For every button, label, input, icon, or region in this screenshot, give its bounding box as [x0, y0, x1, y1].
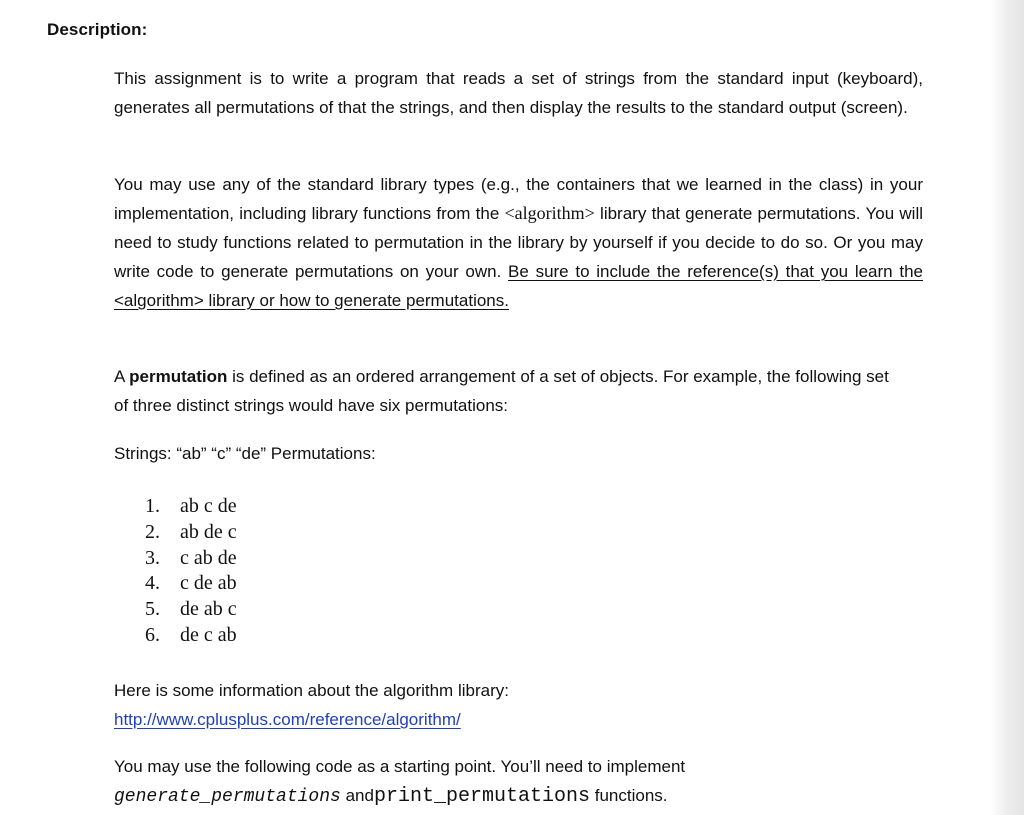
print-permutations-function: print_permutations	[373, 785, 590, 808]
permutation-item	[145, 520, 237, 546]
intro-paragraph: This assignment is to write a program that reads a set of strings from the standard input (keyboard), generates all permutations of that the strings, and then display the results to the standard output (screen).	[114, 69, 923, 117]
permutation-text: ab de c	[180, 520, 237, 543]
permutation-number: 1.	[145, 495, 160, 517]
and-text: and	[345, 786, 374, 805]
definition-text-b: is defined as an ordered arrangement of a set of objects. For example, the following set of three distinct strings would have six permutations:	[114, 367, 889, 415]
permutation-definition-paragraph	[114, 362, 904, 420]
strings-example-line: Strings: “ab” “c” “de” Permutations:	[114, 444, 376, 463]
algorithm-info-line: Here is some information about the algorithm library:	[114, 681, 509, 700]
definition-text-a: A	[114, 367, 130, 386]
page-edge-shadow	[990, 0, 1024, 815]
permutation-text: c ab de	[180, 546, 237, 569]
permutation-term: permutation	[129, 367, 228, 386]
starter-code-line: You may use the following code as a starting point. You’ll need to implement	[114, 757, 686, 776]
library-paragraph-text-b: library that generate permutations. You will need to study functions related to permutation in the library by yourself if you decide to do so. Or you may write code to generate permutations on your own.	[114, 204, 923, 281]
permutation-item	[145, 571, 237, 597]
library-paragraph	[114, 170, 923, 315]
section-heading: Description:	[47, 20, 148, 39]
permutation-text: ab c de	[180, 495, 237, 517]
algorithm-term: <algorithm>	[504, 203, 595, 223]
permutation-number: 3.	[145, 546, 160, 569]
functions-line	[114, 781, 923, 812]
permutation-item	[145, 546, 237, 572]
permutation-item	[145, 623, 237, 649]
permutation-number: 4.	[145, 572, 160, 595]
permutation-text: c de ab	[180, 572, 237, 595]
permutation-number: 6.	[145, 623, 160, 646]
permutation-item	[145, 597, 237, 623]
reference-note: Be sure to include the reference(s) that you learn the <algorithm> library or how to generate permutations.	[114, 262, 923, 310]
algorithm-reference-link[interactable]: http://www.cplusplus.com/reference/algorithm/	[114, 710, 461, 729]
library-paragraph-text-a: You may use any of the standard library types (e.g., the containers that we learned in the class) in your implementation, including library functions from the	[114, 175, 923, 223]
permutation-text: de ab c	[180, 598, 237, 621]
permutation-number: 2.	[145, 520, 160, 543]
permutation-item	[145, 494, 237, 520]
functions-text: functions.	[594, 786, 668, 805]
generate-permutations-function: generate_permutations	[114, 787, 341, 807]
permutation-number: 5.	[145, 598, 160, 621]
permutation-list	[145, 494, 237, 649]
permutation-text: de c ab	[180, 623, 237, 646]
